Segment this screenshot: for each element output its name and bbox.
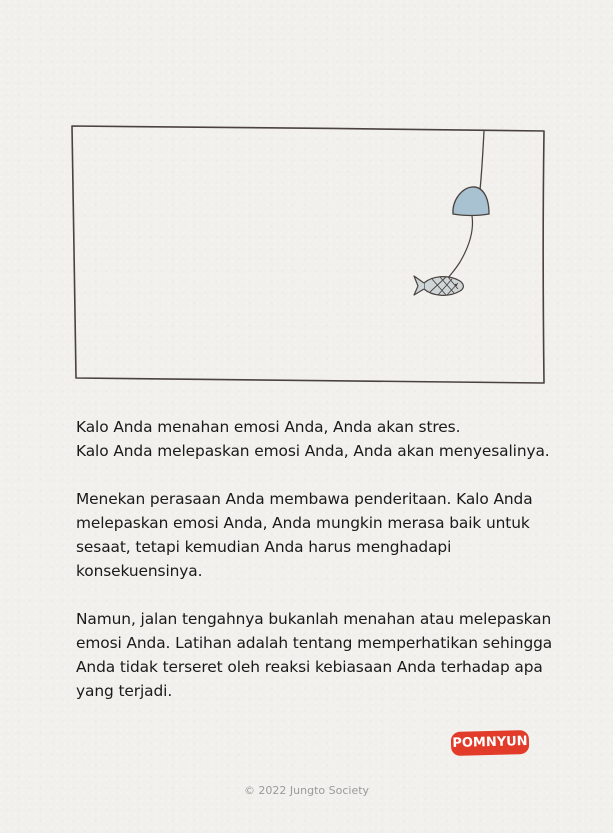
paragraph-line: Kalo Anda melepaskan emosi Anda, Anda akan menyesalinya. (76, 442, 550, 460)
paragraph-2 (76, 487, 576, 583)
paragraph-line: Namun, jalan tengahnya bukanlah menahan atau melepaskan (76, 610, 552, 628)
brand-logo: POMNYUN (451, 730, 530, 756)
body-text (76, 415, 576, 727)
paragraph-line: yang terjadi. (76, 682, 173, 700)
paragraph-line: Menekan perasaan Anda membawa penderitaan. Kalo Anda (76, 490, 533, 508)
window-frame (72, 126, 544, 383)
paragraph-line: melepaskan emosi Anda, Anda mungkin merasa baik untuk (76, 514, 530, 532)
paragraph-1 (76, 415, 576, 463)
paragraph-line: sesaat, tetapi kemudian Anda harus menghadapi (76, 538, 452, 556)
copyright: © 2022 Jungto Society (243, 784, 370, 797)
illustration (0, 0, 613, 400)
paragraph-line: konsekuensinya. (76, 562, 203, 580)
wind-chime-bell-icon (448, 131, 489, 278)
fish-icon (414, 276, 463, 295)
paragraph-line: Kalo Anda menahan emosi Anda, Anda akan stres. (76, 418, 461, 436)
paragraph-3 (76, 607, 576, 703)
paragraph-line: emosi Anda. Latihan adalah tentang memperhatikan sehingga (76, 634, 553, 652)
paragraph-line: Anda tidak terseret oleh reaksi kebiasaan Anda terhadap apa (76, 658, 543, 676)
